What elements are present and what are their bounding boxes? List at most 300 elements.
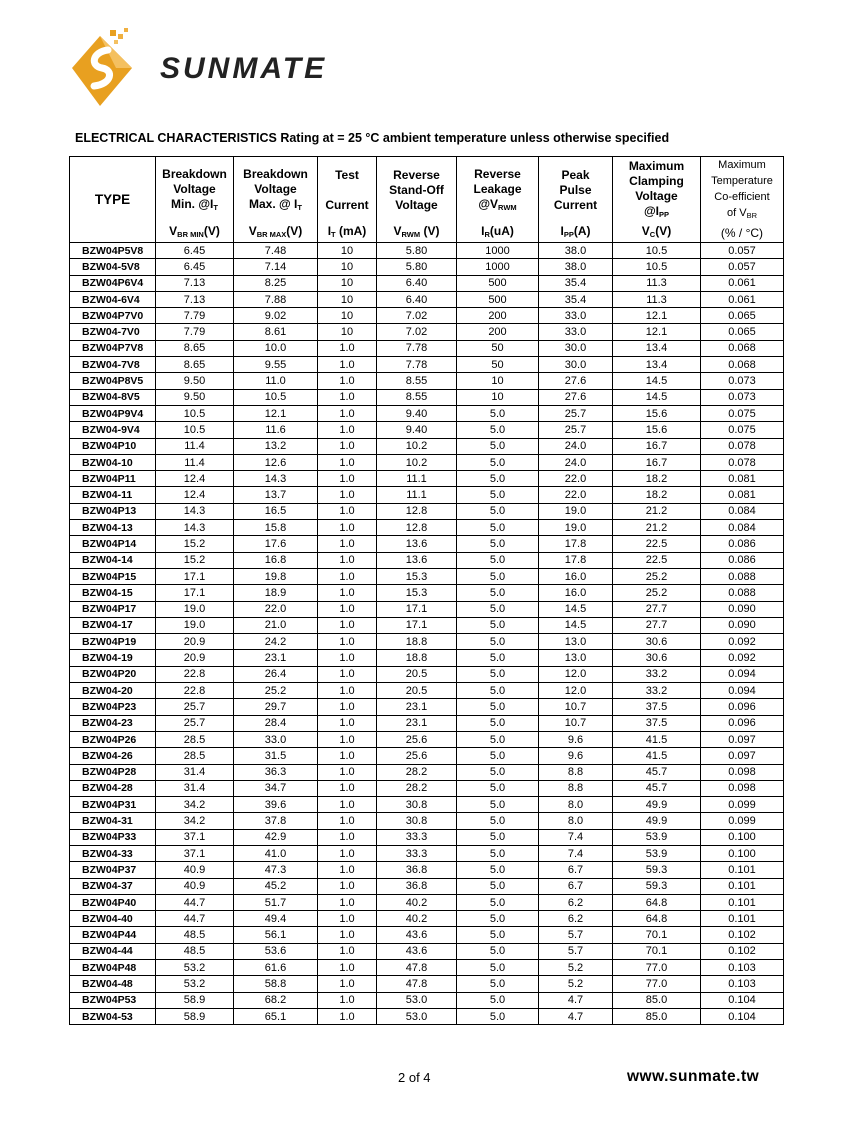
value-cell: 33.0 [234,731,318,747]
value-cell: 38.0 [539,243,613,259]
type-cell: BZW04-10 [70,454,156,470]
value-cell: 1.0 [318,911,377,927]
value-cell: 4.7 [539,992,613,1008]
type-cell: BZW04-48 [70,976,156,992]
value-cell: 0.086 [701,536,784,552]
value-cell: 1.0 [318,389,377,405]
table-row [70,748,784,764]
table-row [70,634,784,650]
value-cell: 22.8 [156,683,234,699]
value-cell: 5.0 [457,634,539,650]
value-cell: 1.0 [318,813,377,829]
value-cell: 10 [318,308,377,324]
value-cell: 1.0 [318,357,377,373]
value-cell: 33.0 [539,308,613,324]
table-row [70,243,784,259]
value-cell: 85.0 [613,1008,701,1024]
value-cell: 50 [457,340,539,356]
value-cell: 7.78 [377,357,457,373]
table-row [70,340,784,356]
value-cell: 11.3 [613,275,701,291]
value-cell: 37.5 [613,715,701,731]
value-cell: 0.097 [701,731,784,747]
value-cell: 23.1 [377,715,457,731]
value-cell: 5.7 [539,927,613,943]
value-cell: 53.9 [613,845,701,861]
value-cell: 9.6 [539,748,613,764]
value-cell: 1.0 [318,617,377,633]
value-cell: 1.0 [318,422,377,438]
type-cell: BZW04P23 [70,699,156,715]
value-cell: 25.2 [613,585,701,601]
value-cell: 0.090 [701,601,784,617]
value-cell: 40.2 [377,894,457,910]
value-cell: 10.7 [539,699,613,715]
table-row [70,829,784,845]
value-cell: 12.1 [613,324,701,340]
value-cell: 12.0 [539,683,613,699]
value-cell: 10.5 [156,405,234,421]
value-cell: 24.0 [539,438,613,454]
value-cell: 30.0 [539,357,613,373]
type-cell: BZW04P40 [70,894,156,910]
value-cell: 16.0 [539,585,613,601]
value-cell: 21.2 [613,520,701,536]
value-cell: 0.099 [701,797,784,813]
value-cell: 17.1 [156,585,234,601]
value-cell: 14.5 [539,601,613,617]
type-cell: BZW04-31 [70,813,156,829]
table-row [70,275,784,291]
value-cell: 1.0 [318,585,377,601]
value-cell: 5.0 [457,617,539,633]
type-cell: BZW04P33 [70,829,156,845]
value-cell: 1.0 [318,764,377,780]
value-cell: 31.5 [234,748,318,764]
unit-vbr-min: $V_{BR MIN}(V)$ [156,224,234,243]
header-leakage: Reverse Leakage $@V_{RWM}$ [457,157,539,225]
value-cell: 5.0 [457,471,539,487]
table-row [70,324,784,340]
value-cell: 17.6 [234,536,318,552]
table-row [70,357,784,373]
table-row [70,878,784,894]
value-cell: 5.0 [457,894,539,910]
value-cell: 0.088 [701,585,784,601]
value-cell: 5.0 [457,731,539,747]
value-cell: 0.073 [701,389,784,405]
value-cell: 31.4 [156,780,234,796]
value-cell: 7.88 [234,291,318,307]
value-cell: 19.0 [156,617,234,633]
value-cell: 28.2 [377,764,457,780]
unit-tc: (% / °C) [701,224,784,243]
electrical-characteristics-table [69,156,784,1025]
value-cell: 33.3 [377,845,457,861]
value-cell: 18.8 [377,650,457,666]
value-cell: 70.1 [613,943,701,959]
value-cell: 1.0 [318,536,377,552]
value-cell: 0.084 [701,520,784,536]
value-cell: 0.102 [701,943,784,959]
value-cell: 8.55 [377,373,457,389]
value-cell: 12.4 [156,487,234,503]
value-cell: 0.068 [701,357,784,373]
value-cell: 25.7 [156,699,234,715]
value-cell: 5.80 [377,259,457,275]
value-cell: 8.0 [539,797,613,813]
value-cell: 48.5 [156,927,234,943]
value-cell: 42.9 [234,829,318,845]
value-cell: 31.4 [156,764,234,780]
value-cell: 30.8 [377,797,457,813]
value-cell: 77.0 [613,960,701,976]
value-cell: 20.9 [156,634,234,650]
value-cell: 5.0 [457,699,539,715]
value-cell: 12.4 [156,471,234,487]
value-cell: 18.9 [234,585,318,601]
value-cell: 17.1 [377,601,457,617]
value-cell: 15.6 [613,422,701,438]
value-cell: 35.4 [539,275,613,291]
type-cell: BZW04P15 [70,568,156,584]
table-row [70,862,784,878]
value-cell: 1.0 [318,340,377,356]
value-cell: 6.45 [156,243,234,259]
value-cell: 0.065 [701,324,784,340]
value-cell: 25.6 [377,731,457,747]
value-cell: 58.8 [234,976,318,992]
unit-vrwm: $V_{RWM}$ (V) [377,224,457,243]
value-cell: 22.0 [234,601,318,617]
value-cell: 6.7 [539,862,613,878]
value-cell: 10 [457,373,539,389]
value-cell: 59.3 [613,862,701,878]
value-cell: 22.8 [156,666,234,682]
value-cell: 18.8 [377,634,457,650]
header-clamp: Maximum Clamping Voltage $@I_{PP}$ [613,157,701,225]
value-cell: 0.075 [701,422,784,438]
table-row [70,764,784,780]
type-cell: BZW04P9V4 [70,405,156,421]
value-cell: 85.0 [613,992,701,1008]
value-cell: 1.0 [318,471,377,487]
value-cell: 53.0 [377,1008,457,1024]
value-cell: 7.02 [377,308,457,324]
value-cell: 25.7 [156,715,234,731]
value-cell: 5.0 [457,666,539,682]
value-cell: 0.097 [701,748,784,764]
value-cell: 53.2 [156,976,234,992]
value-cell: 17.1 [377,617,457,633]
value-cell: 14.5 [613,389,701,405]
value-cell: 1.0 [318,683,377,699]
value-cell: 200 [457,308,539,324]
type-cell: BZW04-13 [70,520,156,536]
value-cell: 1.0 [318,650,377,666]
type-cell: BZW04P13 [70,503,156,519]
value-cell: 12.0 [539,666,613,682]
table-row [70,666,784,682]
value-cell: 58.9 [156,992,234,1008]
value-cell: 0.099 [701,813,784,829]
value-cell: 14.5 [539,617,613,633]
value-cell: 5.0 [457,568,539,584]
value-cell: 500 [457,291,539,307]
value-cell: 77.0 [613,976,701,992]
sunmate-logo [70,28,335,110]
value-cell: 1.0 [318,797,377,813]
value-cell: 5.0 [457,552,539,568]
value-cell: 20.9 [156,650,234,666]
value-cell: 0.078 [701,454,784,470]
value-cell: 13.0 [539,634,613,650]
value-cell: 0.096 [701,699,784,715]
value-cell: 1.0 [318,438,377,454]
value-cell: 5.0 [457,960,539,976]
value-cell: 0.081 [701,471,784,487]
value-cell: 22.0 [539,487,613,503]
value-cell: 36.8 [377,862,457,878]
value-cell: 22.5 [613,552,701,568]
value-cell: 10 [318,243,377,259]
value-cell: 7.78 [377,340,457,356]
type-cell: BZW04P37 [70,862,156,878]
value-cell: 13.4 [613,340,701,356]
value-cell: 36.8 [377,878,457,894]
value-cell: 0.092 [701,634,784,650]
value-cell: 12.8 [377,520,457,536]
value-cell: 48.5 [156,943,234,959]
value-cell: 13.4 [613,357,701,373]
value-cell: 11.4 [156,438,234,454]
value-cell: 44.7 [156,911,234,927]
value-cell: 8.65 [156,357,234,373]
value-cell: 1.0 [318,960,377,976]
value-cell: 43.6 [377,927,457,943]
unit-ipp: $I_{PP}(A)$ [539,224,613,243]
table-row [70,373,784,389]
value-cell: 1.0 [318,487,377,503]
type-cell: BZW04P7V0 [70,308,156,324]
value-cell: 5.0 [457,536,539,552]
value-cell: 0.088 [701,568,784,584]
value-cell: 27.7 [613,617,701,633]
value-cell: 1.0 [318,520,377,536]
value-cell: 50 [457,357,539,373]
value-cell: 6.40 [377,291,457,307]
value-cell: 9.50 [156,389,234,405]
value-cell: 11.1 [377,487,457,503]
value-cell: 11.0 [234,373,318,389]
value-cell: 10 [457,389,539,405]
table-row [70,520,784,536]
value-cell: 58.9 [156,1008,234,1024]
value-cell: 10 [318,259,377,275]
value-cell: 26.4 [234,666,318,682]
value-cell: 45.7 [613,780,701,796]
table-row [70,715,784,731]
value-cell: 27.6 [539,373,613,389]
value-cell: 24.2 [234,634,318,650]
value-cell: 5.0 [457,992,539,1008]
value-cell: 19.0 [539,503,613,519]
value-cell: 1.0 [318,503,377,519]
value-cell: 47.8 [377,960,457,976]
type-cell: BZW04-40 [70,911,156,927]
value-cell: 6.2 [539,911,613,927]
value-cell: 0.057 [701,243,784,259]
value-cell: 0.101 [701,878,784,894]
value-cell: 1.0 [318,715,377,731]
value-cell: 10.5 [234,389,318,405]
value-cell: 1.0 [318,373,377,389]
value-cell: 5.0 [457,454,539,470]
table-row [70,568,784,584]
type-cell: BZW04P6V4 [70,275,156,291]
value-cell: 1.0 [318,894,377,910]
value-cell: 35.4 [539,291,613,307]
value-cell: 23.1 [234,650,318,666]
value-cell: 5.0 [457,405,539,421]
value-cell: 28.4 [234,715,318,731]
value-cell: 7.14 [234,259,318,275]
value-cell: 45.2 [234,878,318,894]
value-cell: 53.6 [234,943,318,959]
page-title: ELECTRICAL CHARACTERISTICS Rating at = 25 °C ambient temperature unless otherwise specified [75,131,670,145]
value-cell: 15.6 [613,405,701,421]
value-cell: 0.092 [701,650,784,666]
value-cell: 40.9 [156,878,234,894]
value-cell: 0.098 [701,764,784,780]
value-cell: 53.2 [156,960,234,976]
value-cell: 13.2 [234,438,318,454]
type-cell: BZW04P28 [70,764,156,780]
value-cell: 5.0 [457,650,539,666]
value-cell: 200 [457,324,539,340]
table-row [70,601,784,617]
value-cell: 5.0 [457,764,539,780]
type-cell: BZW04-44 [70,943,156,959]
value-cell: 5.0 [457,1008,539,1024]
value-cell: 22.5 [613,536,701,552]
unit-ir: $I_R(uA)$ [457,224,539,243]
type-cell: BZW04P26 [70,731,156,747]
value-cell: 1000 [457,259,539,275]
value-cell: 10.2 [377,438,457,454]
value-cell: 28.5 [156,731,234,747]
value-cell: 7.02 [377,324,457,340]
value-cell: 0.102 [701,927,784,943]
value-cell: 24.0 [539,454,613,470]
value-cell: 15.3 [377,568,457,584]
value-cell: 1.0 [318,405,377,421]
value-cell: 1.0 [318,1008,377,1024]
value-cell: 12.6 [234,454,318,470]
table-row [70,894,784,910]
value-cell: 27.6 [539,389,613,405]
value-cell: 0.061 [701,291,784,307]
value-cell: 4.7 [539,1008,613,1024]
value-cell: 33.0 [539,324,613,340]
value-cell: 14.5 [613,373,701,389]
value-cell: 0.094 [701,666,784,682]
header-tempco: Maximum Temperature Co-efficient of $V_{BR}$ [701,157,784,225]
table-row [70,845,784,861]
value-cell: 13.7 [234,487,318,503]
value-cell: 33.2 [613,683,701,699]
value-cell: 15.2 [156,552,234,568]
value-cell: 25.2 [613,568,701,584]
value-cell: 1.0 [318,976,377,992]
value-cell: 10 [318,275,377,291]
value-cell: 8.25 [234,275,318,291]
value-cell: 34.2 [156,797,234,813]
value-cell: 14.3 [234,471,318,487]
value-cell: 6.2 [539,894,613,910]
table-row [70,650,784,666]
table-row [70,731,784,747]
value-cell: 30.8 [377,813,457,829]
value-cell: 70.1 [613,927,701,943]
value-cell: 9.02 [234,308,318,324]
value-cell: 1.0 [318,748,377,764]
table-row [70,536,784,552]
type-cell: BZW04P20 [70,666,156,682]
value-cell: 37.1 [156,829,234,845]
value-cell: 53.0 [377,992,457,1008]
value-cell: 8.55 [377,389,457,405]
value-cell: 40.2 [377,911,457,927]
unit-vc: $V_C(V)$ [613,224,701,243]
value-cell: 41.5 [613,731,701,747]
value-cell: 11.4 [156,454,234,470]
type-cell: BZW04-7V0 [70,324,156,340]
value-cell: 0.061 [701,275,784,291]
value-cell: 9.40 [377,422,457,438]
value-cell: 38.0 [539,259,613,275]
value-cell: 45.7 [613,764,701,780]
value-cell: 30.6 [613,650,701,666]
type-cell: BZW04P44 [70,927,156,943]
type-cell: BZW04-53 [70,1008,156,1024]
value-cell: 16.7 [613,438,701,454]
type-cell: BZW04P11 [70,471,156,487]
table-row [70,552,784,568]
value-cell: 64.8 [613,894,701,910]
table-row [70,454,784,470]
table-row [70,1008,784,1024]
value-cell: 30.0 [539,340,613,356]
value-cell: 47.3 [234,862,318,878]
value-cell: 12.1 [613,308,701,324]
value-cell: 17.8 [539,536,613,552]
value-cell: 1.0 [318,568,377,584]
value-cell: 0.101 [701,894,784,910]
value-cell: 1.0 [318,601,377,617]
type-cell: BZW04P48 [70,960,156,976]
value-cell: 10 [318,324,377,340]
value-cell: 9.50 [156,373,234,389]
table-row [70,813,784,829]
value-cell: 49.9 [613,797,701,813]
value-cell: 1.0 [318,699,377,715]
table-body [70,243,784,1025]
header-breakdown-max: Breakdown Voltage Max. @ $I_T$ [234,157,318,225]
type-cell: BZW04P31 [70,797,156,813]
value-cell: 0.103 [701,960,784,976]
value-cell: 10 [318,291,377,307]
